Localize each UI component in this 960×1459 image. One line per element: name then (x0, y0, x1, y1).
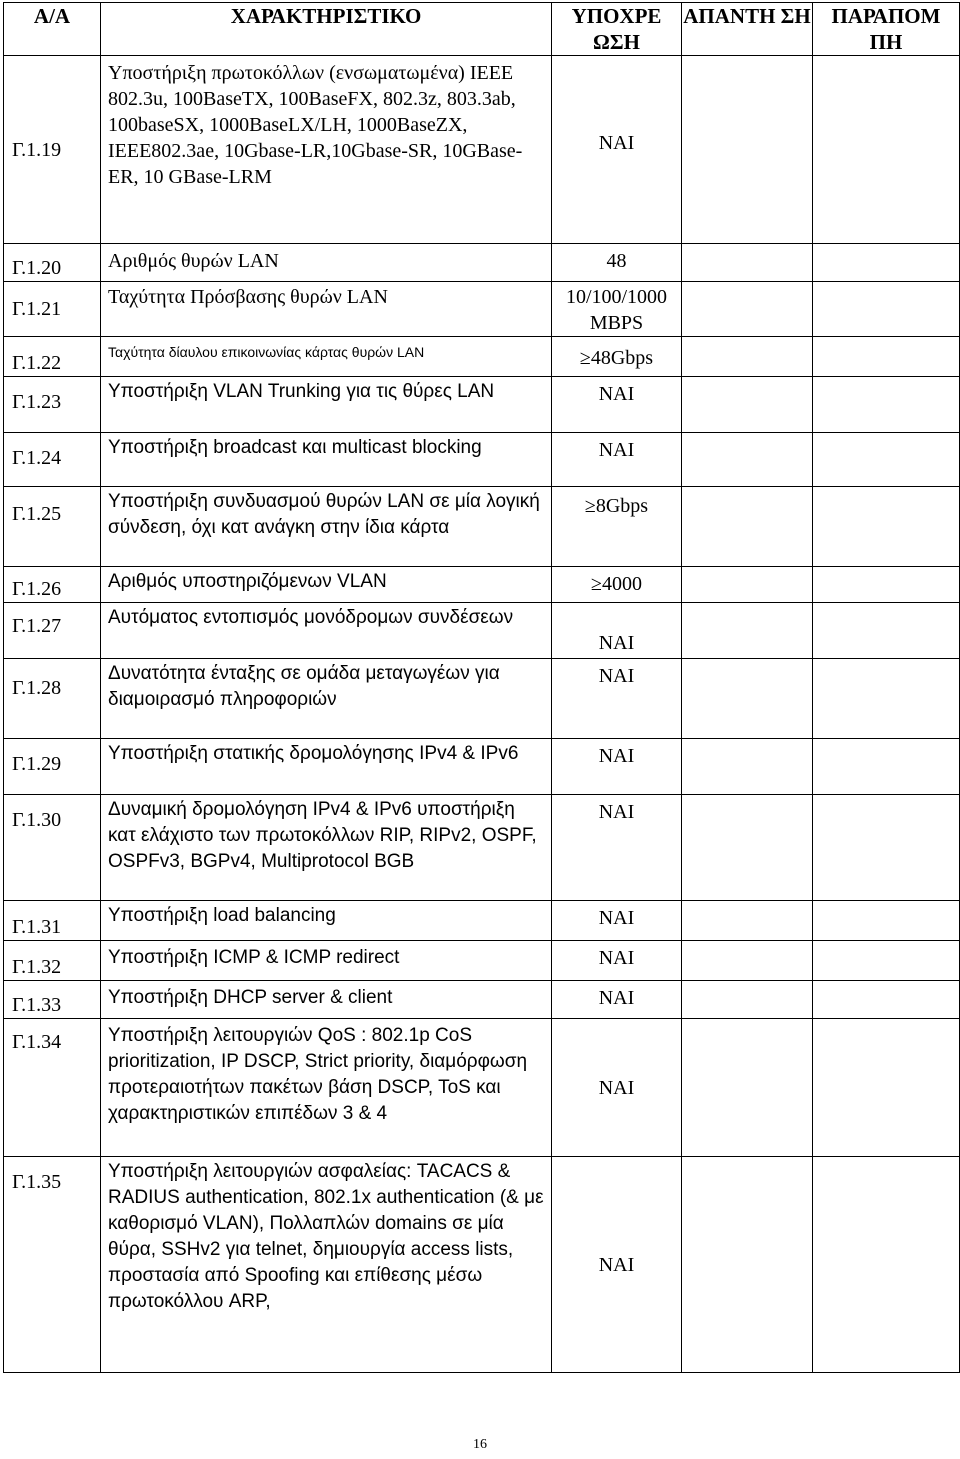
row-feature: Αριθμός υποστηριζόμενων VLAN (101, 567, 552, 603)
header-row (4, 3, 960, 56)
row-answer (682, 901, 813, 941)
table-row (4, 56, 960, 244)
row-feature: Αυτόματος εντοπισμός μονόδρομων συνδέσεων (101, 603, 552, 659)
row-feature: Υποστήριξη DHCP server & client (101, 981, 552, 1019)
row-answer (682, 282, 813, 337)
row-required: ΝΑΙ (552, 739, 682, 795)
table-row (4, 1157, 960, 1373)
row-id: Γ.1.25 (4, 487, 101, 567)
row-feature: Δυναμική δρομολόγηση IPv4 & IPv6 υποστήριξη κατ ελάχιστο των πρωτοκόλλων RIP, RIPv2, OSPF, OSPFv3, BGPv4, Multiprotocol BGB (101, 795, 552, 901)
row-feature: Αριθμός θυρών LAN (101, 244, 552, 282)
row-feature: Υποστήριξη στατικής δρομολόγησης IPv4 & IPv6 (101, 739, 552, 795)
table-row (4, 487, 960, 567)
table-row (4, 337, 960, 377)
row-answer (682, 981, 813, 1019)
table-row (4, 603, 960, 659)
row-required: ≥8Gbps (552, 487, 682, 567)
row-answer (682, 1157, 813, 1373)
row-reference (813, 603, 960, 659)
table-row (4, 1019, 960, 1157)
row-reference (813, 981, 960, 1019)
row-reference (813, 487, 960, 567)
table-row (4, 795, 960, 901)
row-answer (682, 377, 813, 433)
row-reference (813, 244, 960, 282)
row-answer (682, 567, 813, 603)
row-feature: Υποστήριξη πρωτοκόλλων (ενσωματωμένα) IEEE 802.3u, 100BaseTX, 100BaseFX, 802.3z, 803.3ab, 100baseSX, 1000BaseLX/LH, 1000BaseZX, IEEE802.3ae, 10Gbase-LR,10Gbase-SR, 10GBase-ER, 10 GBase-LRM (101, 56, 552, 244)
table-row (4, 659, 960, 739)
row-reference (813, 941, 960, 981)
table-row (4, 739, 960, 795)
table-row (4, 244, 960, 282)
row-reference (813, 739, 960, 795)
row-required: ΝΑΙ (552, 659, 682, 739)
header-feature: ΧΑΡΑΚΤΗΡΙΣΤΙΚΟ (101, 3, 552, 56)
table-row (4, 941, 960, 981)
row-reference (813, 337, 960, 377)
row-id: Γ.1.21 (4, 282, 101, 337)
row-reference (813, 659, 960, 739)
row-reference (813, 1019, 960, 1157)
row-id: Γ.1.35 (4, 1157, 101, 1373)
row-id: Γ.1.27 (4, 603, 101, 659)
table-row (4, 377, 960, 433)
row-required: ΝΑΙ (552, 795, 682, 901)
row-required: ΝΑΙ (552, 901, 682, 941)
row-required: 48 (552, 244, 682, 282)
row-feature: Υποστήριξη λειτουργιών QoS : 802.1p CoS prioritization, IP DSCP, Strict priority, διαμόρφωση προτεραιοτήτων πακέτων βάση DSCP, ToS και χαρακτηριστικών επιπέδων 3 & 4 (101, 1019, 552, 1157)
row-reference (813, 56, 960, 244)
table-row (4, 433, 960, 487)
row-required: ΝΑΙ (552, 377, 682, 433)
row-feature: Υποστήριξη ICMP & ICMP redirect (101, 941, 552, 981)
row-feature: Ταχύτητα Πρόσβασης θυρών LAN (101, 282, 552, 337)
row-reference (813, 377, 960, 433)
row-required: ≥48Gbps (552, 337, 682, 377)
row-answer (682, 487, 813, 567)
row-id: Γ.1.32 (4, 941, 101, 981)
row-reference (813, 567, 960, 603)
row-required: ΝΑΙ (552, 1019, 682, 1157)
row-id: Γ.1.23 (4, 377, 101, 433)
specification-table (3, 2, 960, 1373)
row-answer (682, 739, 813, 795)
page-number: 16 (473, 1437, 487, 1452)
header-reference: ΠΑΡΑΠΟΜ ΠΗ (813, 3, 960, 56)
row-id: Γ.1.26 (4, 567, 101, 603)
table-row (4, 567, 960, 603)
row-reference (813, 433, 960, 487)
row-answer (682, 244, 813, 282)
row-feature: Υποστήριξη broadcast και multicast blocking (101, 433, 552, 487)
header-answer: ΑΠΑΝΤΗ ΣΗ (682, 3, 813, 56)
row-answer (682, 56, 813, 244)
row-id: Γ.1.19 (4, 56, 101, 244)
row-answer (682, 337, 813, 377)
row-id: Γ.1.28 (4, 659, 101, 739)
row-id: Γ.1.24 (4, 433, 101, 487)
row-required: 10/100/1000 MBPS (552, 282, 682, 337)
row-required: ΝΑΙ (552, 1157, 682, 1373)
row-id: Γ.1.34 (4, 1019, 101, 1157)
row-feature: Δυνατότητα ένταξης σε ομάδα μεταγωγέων για διαμοιρασμό πληροφοριών (101, 659, 552, 739)
row-reference (813, 795, 960, 901)
row-reference (813, 901, 960, 941)
header-id: Α/Α (4, 3, 101, 56)
row-answer (682, 659, 813, 739)
row-feature: Υποστήριξη συνδυασμού θυρών LAN σε μία λογική σύνδεση, όχι κατ ανάγκη στην ίδια κάρτα (101, 487, 552, 567)
row-answer (682, 603, 813, 659)
row-reference (813, 282, 960, 337)
row-required: ΝΑΙ (552, 433, 682, 487)
row-id: Γ.1.20 (4, 244, 101, 282)
row-required: ΝΑΙ (552, 981, 682, 1019)
row-feature: Υποστήριξη load balancing (101, 901, 552, 941)
row-required: ΝΑΙ (552, 56, 682, 244)
row-id: Γ.1.33 (4, 981, 101, 1019)
row-id: Γ.1.29 (4, 739, 101, 795)
table-row (4, 901, 960, 941)
row-id: Γ.1.22 (4, 337, 101, 377)
table-row (4, 981, 960, 1019)
row-reference (813, 1157, 960, 1373)
row-required: ΝΑΙ (552, 941, 682, 981)
row-feature: Ταχύτητα δίαυλου επικοινωνίας κάρτας θυρών LAN (101, 337, 552, 377)
row-required: ≥4000 (552, 567, 682, 603)
row-id: Γ.1.31 (4, 901, 101, 941)
row-answer (682, 433, 813, 487)
row-id: Γ.1.30 (4, 795, 101, 901)
row-required: ΝΑΙ (552, 603, 682, 659)
row-feature: Υποστήριξη VLAN Trunking για τις θύρες LAN (101, 377, 552, 433)
row-answer (682, 941, 813, 981)
row-feature: Υποστήριξη λειτουργιών ασφαλείας: TACACS & RADIUS authentication, 802.1x authentication (& με καθορισμό VLAN), Πολλαπλών domains σε μία θύρα, SSHv2 για telnet, δημιουργία access lists, προστασία από Spoofing και επίθεσης μέσω πρωτοκόλλου ARP, (101, 1157, 552, 1373)
header-required: ΥΠΟΧΡΕ ΩΣΗ (552, 3, 682, 56)
row-answer (682, 1019, 813, 1157)
row-answer (682, 795, 813, 901)
table-row (4, 282, 960, 337)
